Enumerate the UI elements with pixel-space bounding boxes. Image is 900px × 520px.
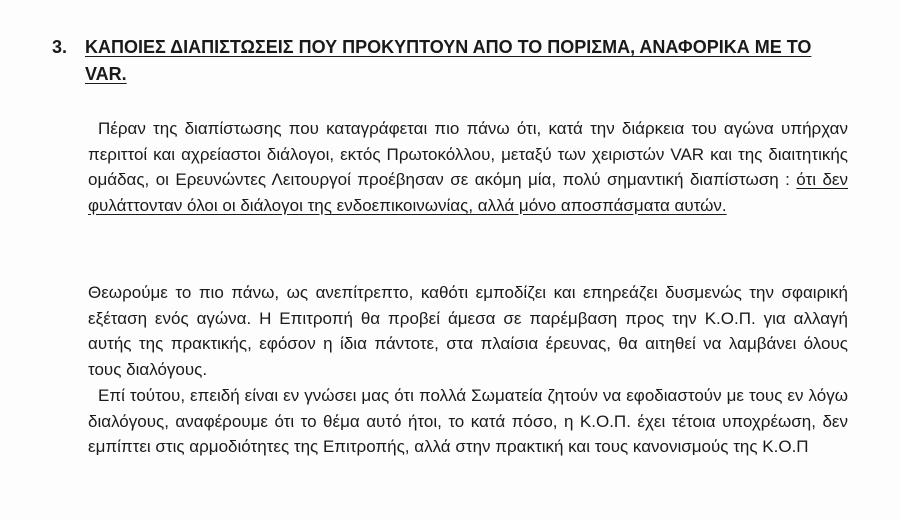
- paragraph-3-text: Επί τούτου, επειδή είναι εν γνώσει μας ότι πολλά Σωματεία ζητούν να εφοδιαστούν με τους εν λόγω διαλόγους, αναφέρουμε ότι το θέμα αυτό ήτοι, το κατά πόσο, η Κ.Ο.Π. έχει τέτοια υποχρέωση, δεν εμπίπτει στις αρμοδιότητες της Επιτροπής, αλλά στην πρακτική και τους κανονισμούς της Κ.Ο.Π: [88, 386, 848, 456]
- paragraph-2-text: Θεωρούμε το πιο πάνω, ως ανεπίτρεπτο, καθότι εμποδίζει και επηρεάζει δυσμενώς την σφαιρική εξέταση ενός αγώνα. Η Επιτροπή θα προβεί άμεσα σε παρέμβαση προς την Κ.Ο.Π. για αλλαγή αυτής της πρακτικής, εφόσον η ίδια πάντοτε, στα πλαίσια έρευνας, θα αιτηθεί να λαμβάνει όλους τους διαλόγους.: [88, 283, 848, 379]
- section-title: ΚΑΠΟΙΕΣ ΔΙΑΠΙΣΤΩΣΕΙΣ ΠΟΥ ΠΡΟΚΥΠΤΟΥΝ ΑΠΟ ΤΟ ΠΟΡΙΣΜΑ, ΑΝΑΦΟΡΙΚΑ ΜΕ ΤΟ VAR.: [85, 37, 812, 84]
- section-heading: [52, 34, 852, 88]
- section-number: 3.: [52, 37, 68, 57]
- paragraph-1-underlined-text: ότι δεν φυλάττονταν όλοι οι διάλογοι της ενδοεπικοινωνίας, αλλά μόνο αποσπάσματα αυτών.: [88, 170, 848, 215]
- paragraph-3: [88, 383, 848, 460]
- paragraph-1: [88, 116, 848, 218]
- paragraph-2: [88, 280, 848, 382]
- paragraph-1-text: Πέραν της διαπίστωσης που καταγράφεται πιο πάνω ότι, κατά την διάρκεια του αγώνα υπήρχαν περιττοί και αχρείαστοι διάλογοι, εκτός Πρωτοκόλλου, μεταξύ των χειριστών VAR και της διαιτητικής ομάδας, οι Ερευνώντες Λειτουργοί προέβησαν σε ακόμη μία, πολύ σημαντική διαπίστωση :: [88, 119, 848, 189]
